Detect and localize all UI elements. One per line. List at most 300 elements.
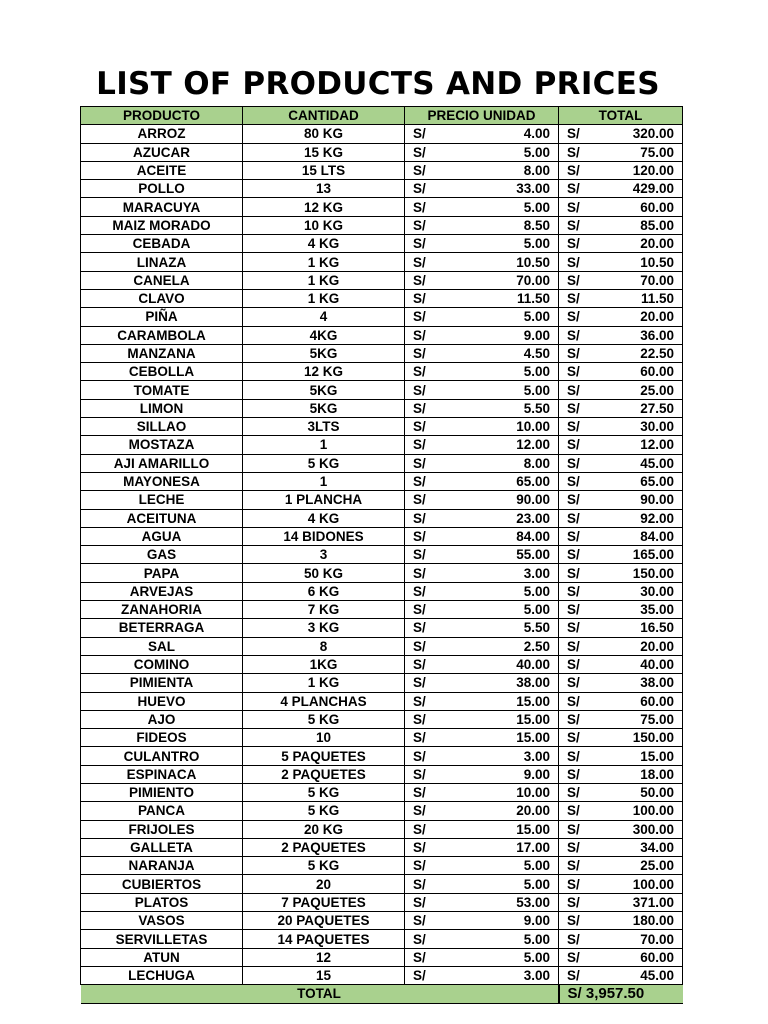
cell-precio-unidad: 12.00 bbox=[435, 436, 559, 454]
cell-precio-currency: S/ bbox=[405, 674, 435, 692]
cell-total: 60.00 bbox=[589, 363, 683, 381]
cell-precio-currency: S/ bbox=[405, 783, 435, 801]
cell-cantidad: 4KG bbox=[243, 326, 405, 344]
cell-cantidad: 20 KG bbox=[243, 820, 405, 838]
cell-total-currency: S/ bbox=[559, 216, 589, 234]
table-row bbox=[81, 143, 683, 161]
cell-precio-currency: S/ bbox=[405, 857, 435, 875]
table-row bbox=[81, 326, 683, 344]
cell-precio-unidad: 15.00 bbox=[435, 820, 559, 838]
cell-total: 15.00 bbox=[589, 747, 683, 765]
cell-total-currency: S/ bbox=[559, 527, 589, 545]
table-row bbox=[81, 271, 683, 289]
cell-total-currency: S/ bbox=[559, 454, 589, 472]
cell-total: 36.00 bbox=[589, 326, 683, 344]
cell-precio-currency: S/ bbox=[405, 180, 435, 198]
cell-precio-currency: S/ bbox=[405, 363, 435, 381]
cell-precio-unidad: 10.00 bbox=[435, 418, 559, 436]
table-row bbox=[81, 491, 683, 509]
cell-precio-unidad: 4.50 bbox=[435, 344, 559, 362]
cell-precio-currency: S/ bbox=[405, 491, 435, 509]
cell-precio-currency: S/ bbox=[405, 235, 435, 253]
cell-precio-unidad: 15.00 bbox=[435, 729, 559, 747]
cell-producto: HUEVO bbox=[81, 692, 243, 710]
cell-producto: CANELA bbox=[81, 271, 243, 289]
cell-total: 25.00 bbox=[589, 381, 683, 399]
cell-precio-currency: S/ bbox=[405, 271, 435, 289]
table-row bbox=[81, 546, 683, 564]
table-row bbox=[81, 454, 683, 472]
cell-total: 120.00 bbox=[589, 161, 683, 179]
cell-producto: AZUCAR bbox=[81, 143, 243, 161]
cell-total-currency: S/ bbox=[559, 820, 589, 838]
cell-producto: PIMIENTA bbox=[81, 674, 243, 692]
cell-total: 18.00 bbox=[589, 765, 683, 783]
table-row bbox=[81, 582, 683, 600]
cell-precio-unidad: 55.00 bbox=[435, 546, 559, 564]
cell-precio-unidad: 4.00 bbox=[435, 125, 559, 143]
cell-total: 92.00 bbox=[589, 509, 683, 527]
cell-total-currency: S/ bbox=[559, 546, 589, 564]
cell-precio-unidad: 15.00 bbox=[435, 710, 559, 728]
cell-producto: SAL bbox=[81, 637, 243, 655]
cell-total-currency: S/ bbox=[559, 235, 589, 253]
cell-cantidad: 5 KG bbox=[243, 454, 405, 472]
cell-total-currency: S/ bbox=[559, 143, 589, 161]
table-row bbox=[81, 601, 683, 619]
table-row bbox=[81, 509, 683, 527]
cell-total-currency: S/ bbox=[559, 619, 589, 637]
cell-precio-currency: S/ bbox=[405, 308, 435, 326]
cell-total-currency: S/ bbox=[559, 253, 589, 271]
cell-producto: CULANTRO bbox=[81, 747, 243, 765]
cell-precio-unidad: 10.00 bbox=[435, 783, 559, 801]
cell-cantidad: 10 KG bbox=[243, 216, 405, 234]
cell-precio-unidad: 5.00 bbox=[435, 235, 559, 253]
page-title: LIST OF PRODUCTS AND PRICES bbox=[96, 66, 660, 102]
table-row bbox=[81, 527, 683, 545]
cell-precio-currency: S/ bbox=[405, 564, 435, 582]
cell-total-currency: S/ bbox=[559, 710, 589, 728]
cell-total: 60.00 bbox=[589, 198, 683, 216]
cell-precio-currency: S/ bbox=[405, 527, 435, 545]
cell-precio-currency: S/ bbox=[405, 619, 435, 637]
cell-total: 40.00 bbox=[589, 655, 683, 673]
cell-producto: POLLO bbox=[81, 180, 243, 198]
cell-total: 20.00 bbox=[589, 637, 683, 655]
cell-total: 90.00 bbox=[589, 491, 683, 509]
cell-precio-unidad: 3.00 bbox=[435, 747, 559, 765]
cell-producto: MAYONESA bbox=[81, 472, 243, 490]
table-row bbox=[81, 235, 683, 253]
cell-total-currency: S/ bbox=[559, 418, 589, 436]
cell-precio-unidad: 23.00 bbox=[435, 509, 559, 527]
cell-cantidad: 2 PAQUETES bbox=[243, 765, 405, 783]
cell-cantidad: 4 bbox=[243, 308, 405, 326]
cell-total: 75.00 bbox=[589, 143, 683, 161]
cell-total: 45.00 bbox=[589, 966, 683, 984]
cell-total-currency: S/ bbox=[559, 857, 589, 875]
cell-total: 320.00 bbox=[589, 125, 683, 143]
cell-total-currency: S/ bbox=[559, 729, 589, 747]
cell-total-currency: S/ bbox=[559, 948, 589, 966]
cell-cantidad: 12 KG bbox=[243, 198, 405, 216]
table-row bbox=[81, 875, 683, 893]
table-body bbox=[81, 125, 683, 985]
cell-producto: AJI AMARILLO bbox=[81, 454, 243, 472]
cell-total-currency: S/ bbox=[559, 912, 589, 930]
cell-precio-unidad: 17.00 bbox=[435, 838, 559, 856]
cell-precio-currency: S/ bbox=[405, 381, 435, 399]
table-row bbox=[81, 198, 683, 216]
table-row bbox=[81, 948, 683, 966]
cell-precio-unidad: 65.00 bbox=[435, 472, 559, 490]
cell-precio-currency: S/ bbox=[405, 802, 435, 820]
cell-producto: AGUA bbox=[81, 527, 243, 545]
cell-producto: FRIJOLES bbox=[81, 820, 243, 838]
cell-precio-currency: S/ bbox=[405, 582, 435, 600]
footer-total-label: TOTAL bbox=[81, 985, 559, 1004]
cell-producto: PANCA bbox=[81, 802, 243, 820]
cell-producto: CARAMBOLA bbox=[81, 326, 243, 344]
cell-total: 30.00 bbox=[589, 582, 683, 600]
table-row bbox=[81, 802, 683, 820]
cell-total-currency: S/ bbox=[559, 582, 589, 600]
cell-producto: NARANJA bbox=[81, 857, 243, 875]
cell-total: 10.50 bbox=[589, 253, 683, 271]
cell-precio-currency: S/ bbox=[405, 509, 435, 527]
cell-producto: MARACUYA bbox=[81, 198, 243, 216]
cell-producto: ACEITUNA bbox=[81, 509, 243, 527]
cell-precio-unidad: 5.00 bbox=[435, 363, 559, 381]
table-row bbox=[81, 783, 683, 801]
cell-total: 12.00 bbox=[589, 436, 683, 454]
cell-producto: LECHE bbox=[81, 491, 243, 509]
cell-precio-unidad: 11.50 bbox=[435, 289, 559, 307]
cell-cantidad: 3 KG bbox=[243, 619, 405, 637]
cell-total: 35.00 bbox=[589, 601, 683, 619]
cell-producto: CEBADA bbox=[81, 235, 243, 253]
cell-cantidad: 1 PLANCHA bbox=[243, 491, 405, 509]
cell-precio-currency: S/ bbox=[405, 966, 435, 984]
table-row bbox=[81, 253, 683, 271]
cell-total-currency: S/ bbox=[559, 564, 589, 582]
cell-cantidad: 1KG bbox=[243, 655, 405, 673]
table-row bbox=[81, 692, 683, 710]
cell-precio-currency: S/ bbox=[405, 436, 435, 454]
cell-precio-unidad: 5.00 bbox=[435, 601, 559, 619]
cell-producto: VASOS bbox=[81, 912, 243, 930]
cell-cantidad: 5KG bbox=[243, 344, 405, 362]
cell-cantidad: 4 KG bbox=[243, 509, 405, 527]
cell-producto: PIÑA bbox=[81, 308, 243, 326]
cell-total-currency: S/ bbox=[559, 509, 589, 527]
cell-cantidad: 5 KG bbox=[243, 710, 405, 728]
cell-precio-currency: S/ bbox=[405, 729, 435, 747]
cell-precio-currency: S/ bbox=[405, 344, 435, 362]
cell-precio-unidad: 5.00 bbox=[435, 381, 559, 399]
cell-precio-currency: S/ bbox=[405, 692, 435, 710]
footer-grand-total: S/ 3,957.50 bbox=[559, 985, 683, 1004]
table-row bbox=[81, 344, 683, 362]
cell-precio-unidad: 9.00 bbox=[435, 765, 559, 783]
cell-cantidad: 10 bbox=[243, 729, 405, 747]
cell-cantidad: 5 KG bbox=[243, 857, 405, 875]
table-row bbox=[81, 125, 683, 143]
cell-cantidad: 14 BIDONES bbox=[243, 527, 405, 545]
cell-precio-currency: S/ bbox=[405, 326, 435, 344]
cell-cantidad: 4 PLANCHAS bbox=[243, 692, 405, 710]
cell-producto: PAPA bbox=[81, 564, 243, 582]
cell-cantidad: 15 bbox=[243, 966, 405, 984]
cell-total: 34.00 bbox=[589, 838, 683, 856]
table-row bbox=[81, 161, 683, 179]
cell-precio-unidad: 5.00 bbox=[435, 308, 559, 326]
cell-precio-unidad: 5.00 bbox=[435, 582, 559, 600]
cell-total: 150.00 bbox=[589, 564, 683, 582]
table-row bbox=[81, 857, 683, 875]
table-row bbox=[81, 966, 683, 984]
cell-precio-unidad: 38.00 bbox=[435, 674, 559, 692]
cell-total: 84.00 bbox=[589, 527, 683, 545]
cell-cantidad: 50 KG bbox=[243, 564, 405, 582]
table-row bbox=[81, 619, 683, 637]
cell-precio-currency: S/ bbox=[405, 655, 435, 673]
cell-cantidad: 5KG bbox=[243, 381, 405, 399]
cell-total-currency: S/ bbox=[559, 472, 589, 490]
cell-producto: BETERRAGA bbox=[81, 619, 243, 637]
cell-precio-unidad: 5.00 bbox=[435, 143, 559, 161]
cell-precio-currency: S/ bbox=[405, 289, 435, 307]
cell-total: 429.00 bbox=[589, 180, 683, 198]
cell-cantidad: 80 KG bbox=[243, 125, 405, 143]
table-row bbox=[81, 399, 683, 417]
cell-producto: GALLETA bbox=[81, 838, 243, 856]
cell-total: 30.00 bbox=[589, 418, 683, 436]
cell-precio-currency: S/ bbox=[405, 875, 435, 893]
header-total: TOTAL bbox=[559, 107, 683, 125]
cell-precio-unidad: 5.00 bbox=[435, 875, 559, 893]
table-row bbox=[81, 363, 683, 381]
cell-precio-currency: S/ bbox=[405, 143, 435, 161]
cell-precio-unidad: 9.00 bbox=[435, 326, 559, 344]
products-table-container bbox=[80, 106, 682, 1004]
cell-total-currency: S/ bbox=[559, 637, 589, 655]
cell-total-currency: S/ bbox=[559, 399, 589, 417]
cell-total-currency: S/ bbox=[559, 198, 589, 216]
cell-precio-unidad: 20.00 bbox=[435, 802, 559, 820]
cell-cantidad: 20 PAQUETES bbox=[243, 912, 405, 930]
table-row bbox=[81, 930, 683, 948]
cell-precio-unidad: 2.50 bbox=[435, 637, 559, 655]
cell-precio-unidad: 3.00 bbox=[435, 966, 559, 984]
cell-precio-currency: S/ bbox=[405, 253, 435, 271]
cell-total-currency: S/ bbox=[559, 344, 589, 362]
cell-producto: COMINO bbox=[81, 655, 243, 673]
cell-total: 165.00 bbox=[589, 546, 683, 564]
cell-precio-unidad: 3.00 bbox=[435, 564, 559, 582]
table-row bbox=[81, 381, 683, 399]
cell-producto: LINAZA bbox=[81, 253, 243, 271]
cell-producto: CLAVO bbox=[81, 289, 243, 307]
cell-total-currency: S/ bbox=[559, 491, 589, 509]
cell-cantidad: 4 KG bbox=[243, 235, 405, 253]
cell-cantidad: 6 KG bbox=[243, 582, 405, 600]
cell-cantidad: 5 PAQUETES bbox=[243, 747, 405, 765]
table-row bbox=[81, 747, 683, 765]
cell-cantidad: 20 bbox=[243, 875, 405, 893]
cell-producto: CUBIERTOS bbox=[81, 875, 243, 893]
cell-cantidad: 5 KG bbox=[243, 783, 405, 801]
cell-cantidad: 5KG bbox=[243, 399, 405, 417]
cell-producto: LIMON bbox=[81, 399, 243, 417]
cell-precio-currency: S/ bbox=[405, 948, 435, 966]
cell-total: 180.00 bbox=[589, 912, 683, 930]
cell-total: 65.00 bbox=[589, 472, 683, 490]
cell-producto: ARVEJAS bbox=[81, 582, 243, 600]
cell-total-currency: S/ bbox=[559, 692, 589, 710]
cell-cantidad: 3LTS bbox=[243, 418, 405, 436]
cell-precio-currency: S/ bbox=[405, 838, 435, 856]
table-row bbox=[81, 418, 683, 436]
cell-total: 100.00 bbox=[589, 875, 683, 893]
table-row bbox=[81, 893, 683, 911]
cell-producto: ESPINACA bbox=[81, 765, 243, 783]
cell-producto: ZANAHORIA bbox=[81, 601, 243, 619]
cell-producto: ACEITE bbox=[81, 161, 243, 179]
cell-total-currency: S/ bbox=[559, 601, 589, 619]
cell-cantidad: 1 bbox=[243, 472, 405, 490]
table-row bbox=[81, 216, 683, 234]
cell-precio-unidad: 5.50 bbox=[435, 399, 559, 417]
cell-total-currency: S/ bbox=[559, 765, 589, 783]
cell-total-currency: S/ bbox=[559, 271, 589, 289]
cell-total-currency: S/ bbox=[559, 308, 589, 326]
cell-cantidad: 3 bbox=[243, 546, 405, 564]
cell-producto: MAIZ MORADO bbox=[81, 216, 243, 234]
cell-precio-unidad: 8.00 bbox=[435, 161, 559, 179]
cell-producto: CEBOLLA bbox=[81, 363, 243, 381]
cell-producto: SERVILLETAS bbox=[81, 930, 243, 948]
cell-total-currency: S/ bbox=[559, 838, 589, 856]
products-table bbox=[80, 106, 683, 1004]
cell-producto: LECHUGA bbox=[81, 966, 243, 984]
cell-precio-currency: S/ bbox=[405, 765, 435, 783]
header-precio-unidad: PRECIO UNIDAD bbox=[405, 107, 559, 125]
cell-cantidad: 13 bbox=[243, 180, 405, 198]
cell-total-currency: S/ bbox=[559, 289, 589, 307]
cell-cantidad: 1 bbox=[243, 436, 405, 454]
cell-total: 11.50 bbox=[589, 289, 683, 307]
cell-precio-currency: S/ bbox=[405, 125, 435, 143]
cell-total-currency: S/ bbox=[559, 930, 589, 948]
table-row bbox=[81, 729, 683, 747]
cell-cantidad: 15 LTS bbox=[243, 161, 405, 179]
table-row bbox=[81, 674, 683, 692]
cell-precio-currency: S/ bbox=[405, 472, 435, 490]
cell-total-currency: S/ bbox=[559, 125, 589, 143]
cell-total-currency: S/ bbox=[559, 802, 589, 820]
cell-cantidad: 1 KG bbox=[243, 289, 405, 307]
cell-precio-unidad: 90.00 bbox=[435, 491, 559, 509]
cell-precio-currency: S/ bbox=[405, 747, 435, 765]
cell-producto: GAS bbox=[81, 546, 243, 564]
cell-producto: ATUN bbox=[81, 948, 243, 966]
cell-precio-unidad: 9.00 bbox=[435, 912, 559, 930]
cell-precio-unidad: 10.50 bbox=[435, 253, 559, 271]
cell-total: 25.00 bbox=[589, 857, 683, 875]
cell-precio-currency: S/ bbox=[405, 418, 435, 436]
cell-cantidad: 12 bbox=[243, 948, 405, 966]
cell-precio-unidad: 8.00 bbox=[435, 454, 559, 472]
cell-total: 75.00 bbox=[589, 710, 683, 728]
cell-total-currency: S/ bbox=[559, 893, 589, 911]
cell-total: 70.00 bbox=[589, 271, 683, 289]
cell-total-currency: S/ bbox=[559, 783, 589, 801]
header-cantidad: CANTIDAD bbox=[243, 107, 405, 125]
cell-producto: FIDEOS bbox=[81, 729, 243, 747]
cell-cantidad: 1 KG bbox=[243, 271, 405, 289]
cell-total: 60.00 bbox=[589, 692, 683, 710]
cell-total-currency: S/ bbox=[559, 655, 589, 673]
cell-cantidad: 12 KG bbox=[243, 363, 405, 381]
cell-total: 27.50 bbox=[589, 399, 683, 417]
cell-producto: PLATOS bbox=[81, 893, 243, 911]
table-row bbox=[81, 838, 683, 856]
cell-precio-unidad: 70.00 bbox=[435, 271, 559, 289]
cell-total: 60.00 bbox=[589, 948, 683, 966]
cell-cantidad: 2 PAQUETES bbox=[243, 838, 405, 856]
cell-precio-currency: S/ bbox=[405, 454, 435, 472]
cell-total: 20.00 bbox=[589, 308, 683, 326]
cell-producto: MOSTAZA bbox=[81, 436, 243, 454]
cell-precio-currency: S/ bbox=[405, 930, 435, 948]
table-row bbox=[81, 765, 683, 783]
cell-precio-currency: S/ bbox=[405, 912, 435, 930]
cell-precio-currency: S/ bbox=[405, 710, 435, 728]
cell-total: 150.00 bbox=[589, 729, 683, 747]
cell-precio-unidad: 5.00 bbox=[435, 948, 559, 966]
cell-precio-unidad: 84.00 bbox=[435, 527, 559, 545]
cell-total-currency: S/ bbox=[559, 381, 589, 399]
table-row bbox=[81, 289, 683, 307]
cell-cantidad: 7 PAQUETES bbox=[243, 893, 405, 911]
cell-total: 371.00 bbox=[589, 893, 683, 911]
table-row bbox=[81, 564, 683, 582]
table-row bbox=[81, 436, 683, 454]
cell-precio-currency: S/ bbox=[405, 546, 435, 564]
cell-precio-currency: S/ bbox=[405, 893, 435, 911]
cell-cantidad: 1 KG bbox=[243, 674, 405, 692]
table-row bbox=[81, 472, 683, 490]
cell-total: 45.00 bbox=[589, 454, 683, 472]
table-footer-row bbox=[81, 985, 683, 1004]
cell-precio-currency: S/ bbox=[405, 399, 435, 417]
table-row bbox=[81, 820, 683, 838]
cell-precio-currency: S/ bbox=[405, 216, 435, 234]
cell-total-currency: S/ bbox=[559, 436, 589, 454]
cell-total: 100.00 bbox=[589, 802, 683, 820]
cell-total-currency: S/ bbox=[559, 966, 589, 984]
table-row bbox=[81, 912, 683, 930]
cell-precio-currency: S/ bbox=[405, 637, 435, 655]
cell-producto: TOMATE bbox=[81, 381, 243, 399]
table-row bbox=[81, 637, 683, 655]
cell-precio-unidad: 5.00 bbox=[435, 198, 559, 216]
cell-precio-currency: S/ bbox=[405, 601, 435, 619]
cell-total: 50.00 bbox=[589, 783, 683, 801]
cell-total-currency: S/ bbox=[559, 674, 589, 692]
